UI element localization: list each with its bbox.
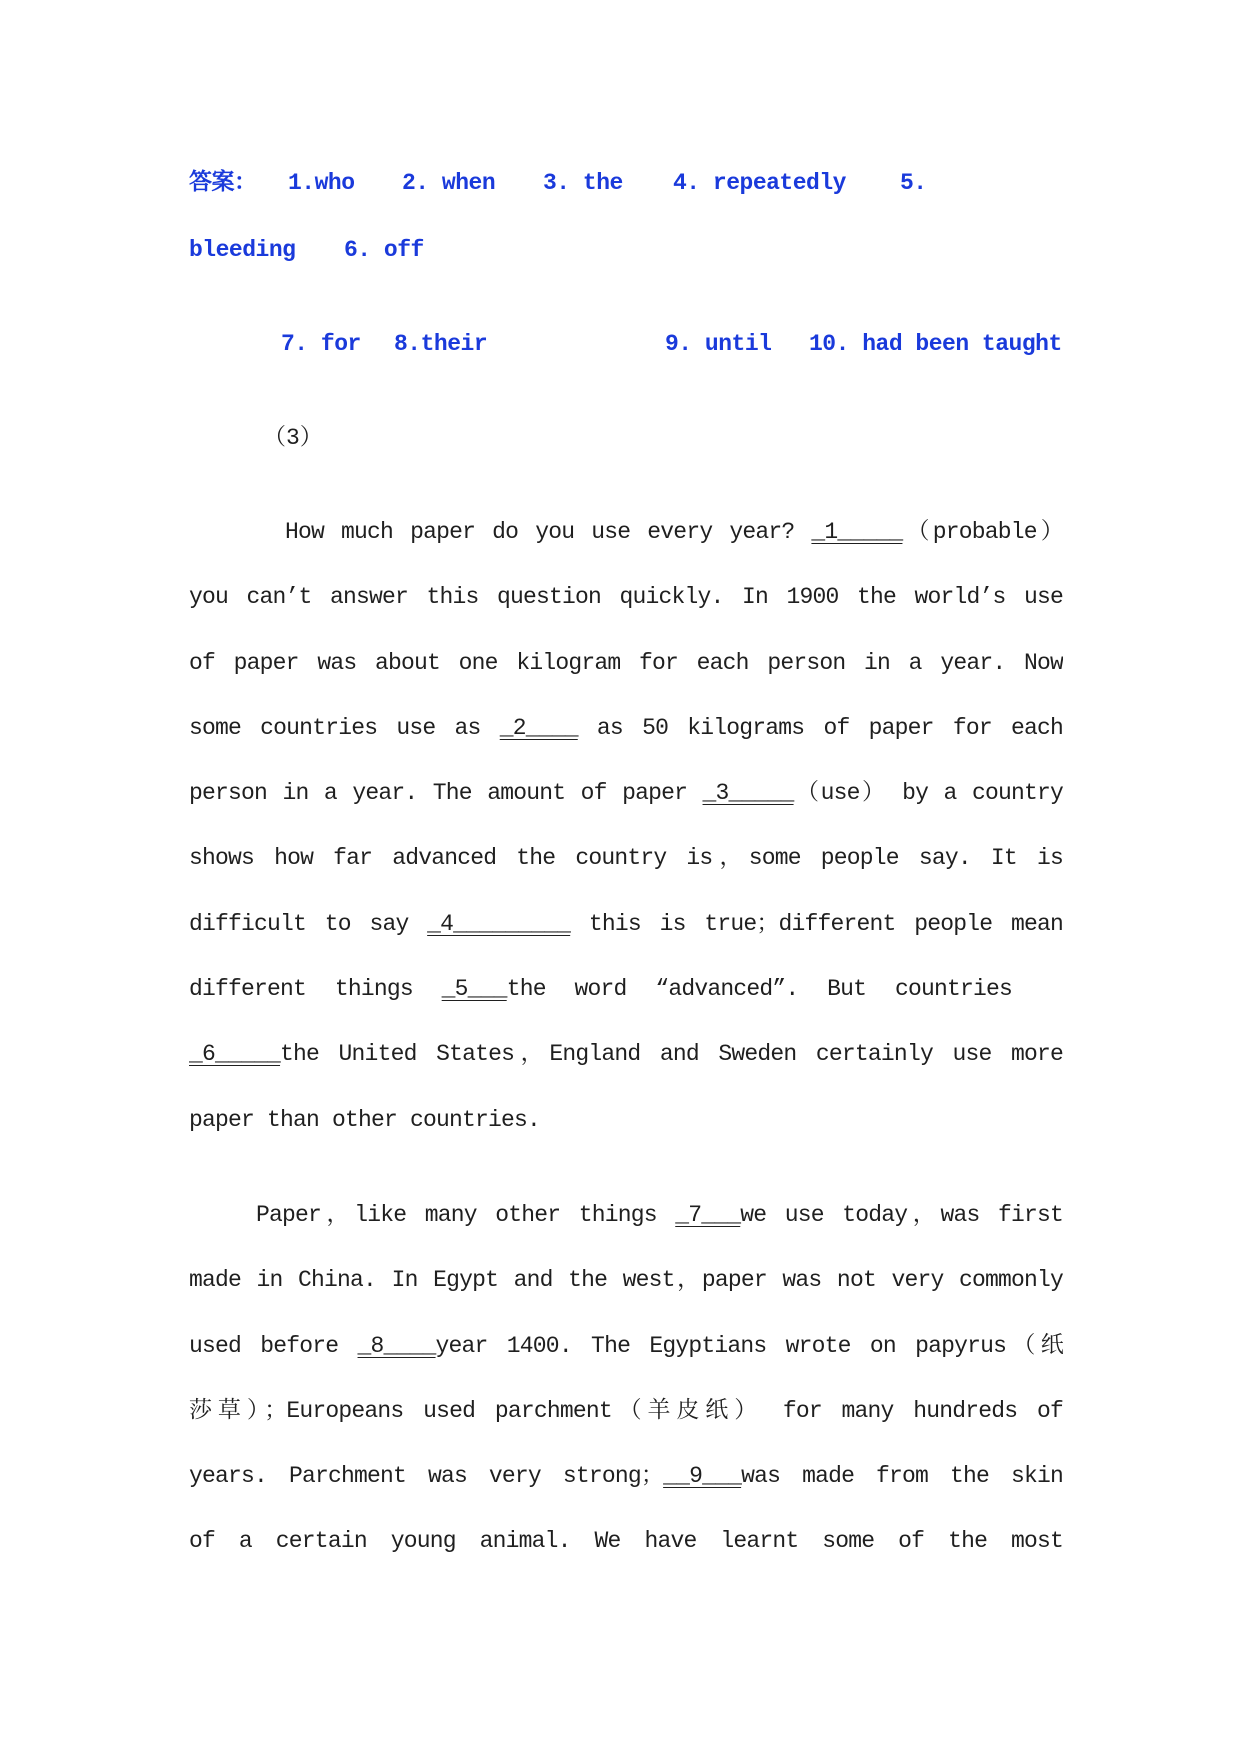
passage-line: Paper，like many other things _7___we use today，was first <box>256 1202 1063 1228</box>
passage-line: paper than other countries. <box>189 1106 541 1133</box>
answer-3: 3. the <box>543 170 623 196</box>
passage-line: shows how far advanced the country is，some people say. It is <box>189 845 1063 872</box>
passage-line: of a certain young animal. We have learnt some of the most <box>189 1528 1063 1555</box>
answer-blank: _7___ <box>675 1202 741 1228</box>
answer-7: 7. for <box>281 331 361 357</box>
passage-line: years. Parchment was very strong；__9___was made from the skin <box>189 1463 1063 1490</box>
answer-blank: _2____ <box>499 714 578 741</box>
answer-4: 4. repeatedly <box>673 170 846 196</box>
answer-blank: _1_____ <box>811 519 903 545</box>
answer-blank: _8____ <box>357 1332 436 1359</box>
answer-blank: _3_____ <box>702 780 794 807</box>
passage-line: _6_____the United States，England and Sweden certainly use more <box>189 1041 1063 1068</box>
passage-line: used before _8____year 1400. The Egyptians wrote on papyrus（纸 <box>189 1332 1063 1359</box>
answer-key-label: 答案： <box>189 170 257 196</box>
passage-line: person in a year. The amount of paper _3_____（use） by a country <box>189 780 1063 807</box>
passage-line: of paper was about one kilogram for each person in a year. Now <box>189 649 1063 676</box>
passage-paragraph-1 <box>189 500 1063 1153</box>
answer-6: 6. off <box>344 237 424 263</box>
passage-line: made in China. In Egypt and the west，paper was not very commonly <box>189 1267 1063 1294</box>
answer-blank: _6_____ <box>189 1041 281 1068</box>
passage-line: 莎草）；Europeans used parchment（羊皮纸） for many hundreds of <box>189 1397 1063 1424</box>
answer-8: 8.their <box>394 331 488 357</box>
answer-blank: _4_________ <box>427 910 571 937</box>
answer-5-number: 5. <box>900 170 927 196</box>
passage-line: some countries use as _2____ as 50 kilograms of paper for each <box>189 714 1063 741</box>
passage-line: you can’t answer this question quickly. In 1900 the world’s use <box>189 584 1063 611</box>
passage-line: difficult to say _4_________ this is true；different people mean <box>189 910 1063 937</box>
answer-2: 2. when <box>402 170 496 196</box>
answer-5-word: bleeding <box>189 237 296 263</box>
passage-line: How much paper do you use every year? _1_____（probable） <box>285 519 1063 545</box>
answer-1: 1.who <box>288 170 355 196</box>
answer-blank: _5___ <box>441 976 507 1003</box>
answer-blank: __9___ <box>663 1463 742 1490</box>
answer-9: 9. until <box>665 331 772 357</box>
passage-paragraph-2 <box>189 1183 1063 1575</box>
section-number: （3） <box>263 425 323 451</box>
passage-line: different things _5___the word “advanced”. But countries <box>189 976 1012 1003</box>
answer-10: 10. had been taught <box>809 331 1062 357</box>
